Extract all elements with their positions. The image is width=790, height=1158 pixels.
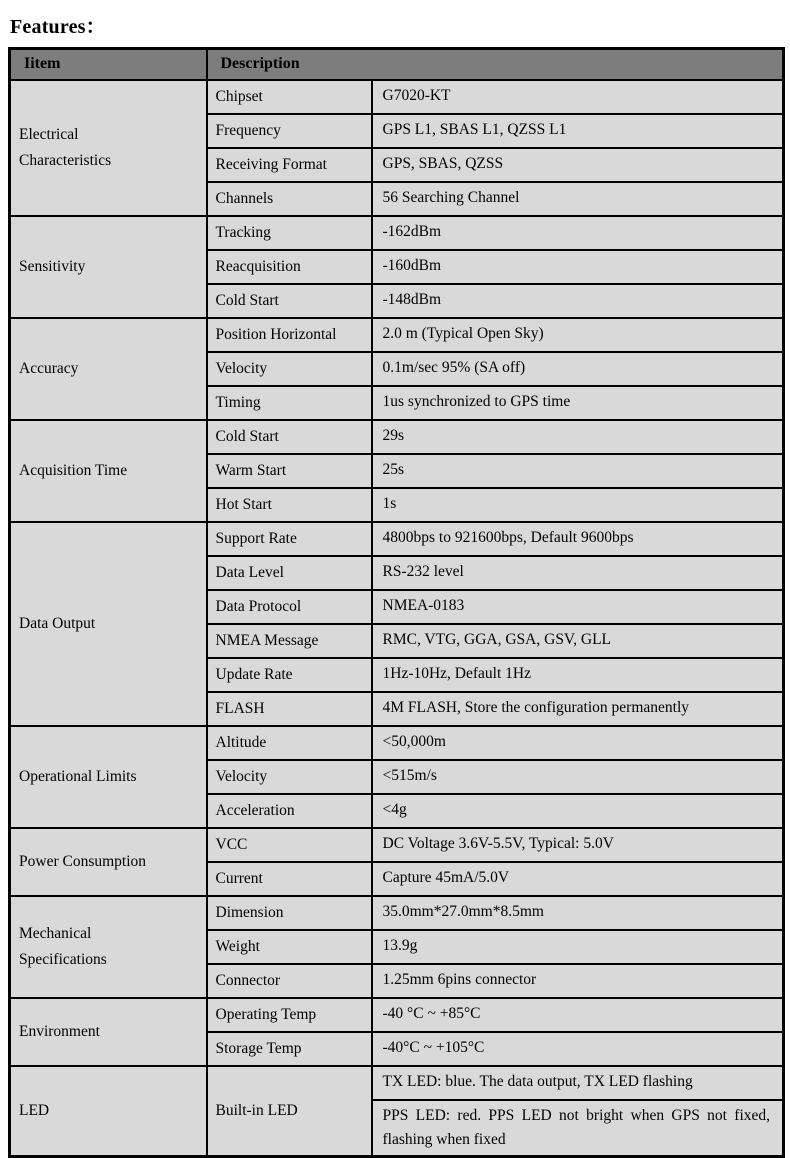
spec-label-cell: Built-in LED [207,1066,372,1157]
spec-value-cell: 25s [372,454,784,488]
spec-label-cell: Acceleration [207,794,372,828]
header-item: Iitem [10,49,207,80]
spec-label-cell: FLASH [207,692,372,726]
table-row [10,420,784,454]
spec-label-cell: Data Protocol [207,590,372,624]
spec-value-cell: RMC, VTG, GGA, GSA, GSV, GLL [372,624,784,658]
spec-value-cell: DC Voltage 3.6V-5.5V, Typical: 5.0V [372,828,784,862]
spec-label-cell: Position Horizontal [207,318,372,352]
spec-value-cell: -162dBm [372,216,784,250]
spec-label-cell: Operating Temp [207,998,372,1032]
spec-label-cell: Velocity [207,760,372,794]
spec-value-cell: 1s [372,488,784,522]
spec-label-cell: Support Rate [207,522,372,556]
spec-value-cell: TX LED: blue. The data output, TX LED flashing [372,1066,784,1100]
header-row [10,49,784,80]
spec-value-cell: G7020-KT [372,80,784,114]
table-row [10,80,784,114]
spec-label-cell: Hot Start [207,488,372,522]
table-row [10,1066,784,1100]
spec-value-cell: -148dBm [372,284,784,318]
table-row [10,522,784,556]
table-row [10,828,784,862]
category-cell: Environment [10,998,207,1066]
spec-label-cell: Data Level [207,556,372,590]
spec-label-cell: Cold Start [207,420,372,454]
spec-label-cell: Reacquisition [207,250,372,284]
category-cell: Mechanical Specifications [10,896,207,998]
spec-value-cell: 13.9g [372,930,784,964]
spec-value-cell: 1Hz-10Hz, Default 1Hz [372,658,784,692]
spec-value-cell: 2.0 m (Typical Open Sky) [372,318,784,352]
category-cell: Electrical Characteristics [10,80,207,216]
spec-label-cell: Chipset [207,80,372,114]
spec-label-cell: Cold Start [207,284,372,318]
spec-value-cell: -40 °C ~ +85°C [372,998,784,1032]
table-row [10,318,784,352]
spec-value-cell: 1.25mm 6pins connector [372,964,784,998]
spec-value-cell: <4g [372,794,784,828]
spec-value-cell: -40°C ~ +105°C [372,1032,784,1066]
spec-label-cell: Velocity [207,352,372,386]
table-row [10,216,784,250]
spec-value-cell: 4M FLASH, Store the configuration permanently [372,692,784,726]
spec-value-cell: 29s [372,420,784,454]
spec-label-cell: Connector [207,964,372,998]
spec-value-cell: 0.1m/sec 95% (SA off) [372,352,784,386]
features-table [8,47,785,1158]
spec-label-cell: Channels [207,182,372,216]
spec-value-cell: 35.0mm*27.0mm*8.5mm [372,896,784,930]
spec-value-cell: PPS LED: red. PPS LED not bright when GPS not fixed, flashing when fixed [372,1100,784,1157]
table-row [10,998,784,1032]
category-cell: Operational Limits [10,726,207,828]
spec-value-cell: RS-232 level [372,556,784,590]
spec-value-cell: 56 Searching Channel [372,182,784,216]
category-cell: Accuracy [10,318,207,420]
category-cell: LED [10,1066,207,1157]
category-cell: Power Consumption [10,828,207,896]
spec-value-cell: NMEA-0183 [372,590,784,624]
category-cell: Data Output [10,522,207,726]
page-title: Features： [10,16,106,38]
spec-label-cell: Frequency [207,114,372,148]
spec-value-cell: -160dBm [372,250,784,284]
spec-label-cell: Storage Temp [207,1032,372,1066]
table-body [10,80,784,1157]
spec-label-cell: Receiving Format [207,148,372,182]
spec-value-cell: Capture 45mA/5.0V [372,862,784,896]
spec-value-cell: <50,000m [372,726,784,760]
category-cell: Sensitivity [10,216,207,318]
spec-value-cell: 4800bps to 921600bps, Default 9600bps [372,522,784,556]
table-row [10,726,784,760]
spec-label-cell: Altitude [207,726,372,760]
spec-label-cell: Current [207,862,372,896]
spec-label-cell: NMEA Message [207,624,372,658]
spec-value-cell: GPS, SBAS, QZSS [372,148,784,182]
spec-label-cell: Update Rate [207,658,372,692]
spec-label-cell: Timing [207,386,372,420]
spec-value-cell: <515m/s [372,760,784,794]
table-row [10,896,784,930]
spec-value-cell: GPS L1, SBAS L1, QZSS L1 [372,114,784,148]
spec-label-cell: Dimension [207,896,372,930]
header-description: Description [207,49,784,80]
spec-label-cell: Weight [207,930,372,964]
spec-value-cell: 1us synchronized to GPS time [372,386,784,420]
spec-label-cell: VCC [207,828,372,862]
table-header [10,49,784,80]
spec-label-cell: Warm Start [207,454,372,488]
category-cell: Acquisition Time [10,420,207,522]
spec-label-cell: Tracking [207,216,372,250]
